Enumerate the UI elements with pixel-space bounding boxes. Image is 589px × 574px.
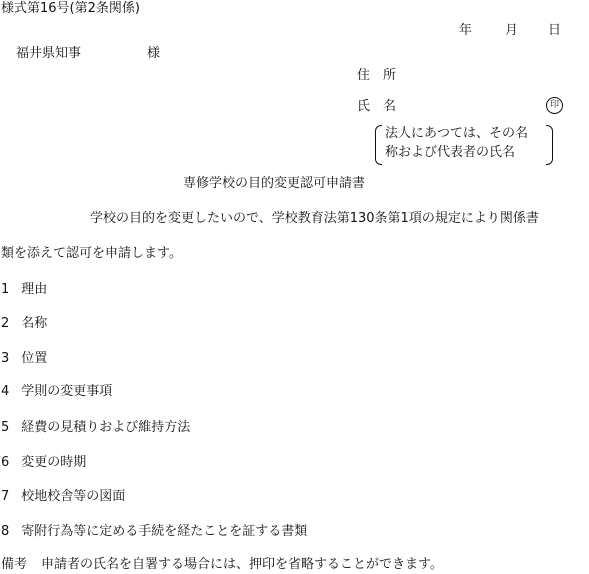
list-item: 8 寄附行為等に定める手続を経たことを証する書類 [1,524,308,539]
remarks-label: 備考 [1,557,28,572]
name-label: 氏 名 [357,99,397,114]
date-year-label: 年 [459,23,473,38]
right-bracket [546,125,553,165]
list-item: 2 名称 [1,316,48,331]
list-item: 7 校地校舎等の図面 [1,489,126,504]
body-line-2: 類を添えて認可を申請します。 [1,246,182,261]
body-line-1: 学校の目的を変更したいので、学校教育法第130条第1項の規定により関係書 [90,211,539,226]
form-number: 様式第16号(第2条関係) [1,1,140,16]
date-month-label: 月 [505,23,519,38]
list-item: 1 理由 [1,282,48,297]
seal-mark: 印 [546,97,563,114]
remarks-text: 申請者の氏名を自署する場合には、押印を省略することができます。 [41,557,443,572]
address-label: 住 所 [357,68,397,83]
addressee-name: 福井県知事 [16,46,82,61]
date-day-label: 日 [548,23,562,38]
note-line-1: 法人にあつては、その名 [385,126,529,141]
note-line-2: 称および代表者の氏名 [385,145,516,160]
left-bracket [375,125,382,165]
corporate-note [375,125,553,165]
document-title: 専修学校の目的変更認可申請書 [183,176,366,191]
addressee-honorific: 様 [147,46,161,61]
list-item: 6 変更の時期 [1,455,87,470]
remarks [1,557,443,573]
list-item: 5 経費の見積りおよび維持方法 [1,420,191,435]
list-item: 3 位置 [1,351,48,366]
list-item: 4 学則の変更事項 [1,384,113,399]
